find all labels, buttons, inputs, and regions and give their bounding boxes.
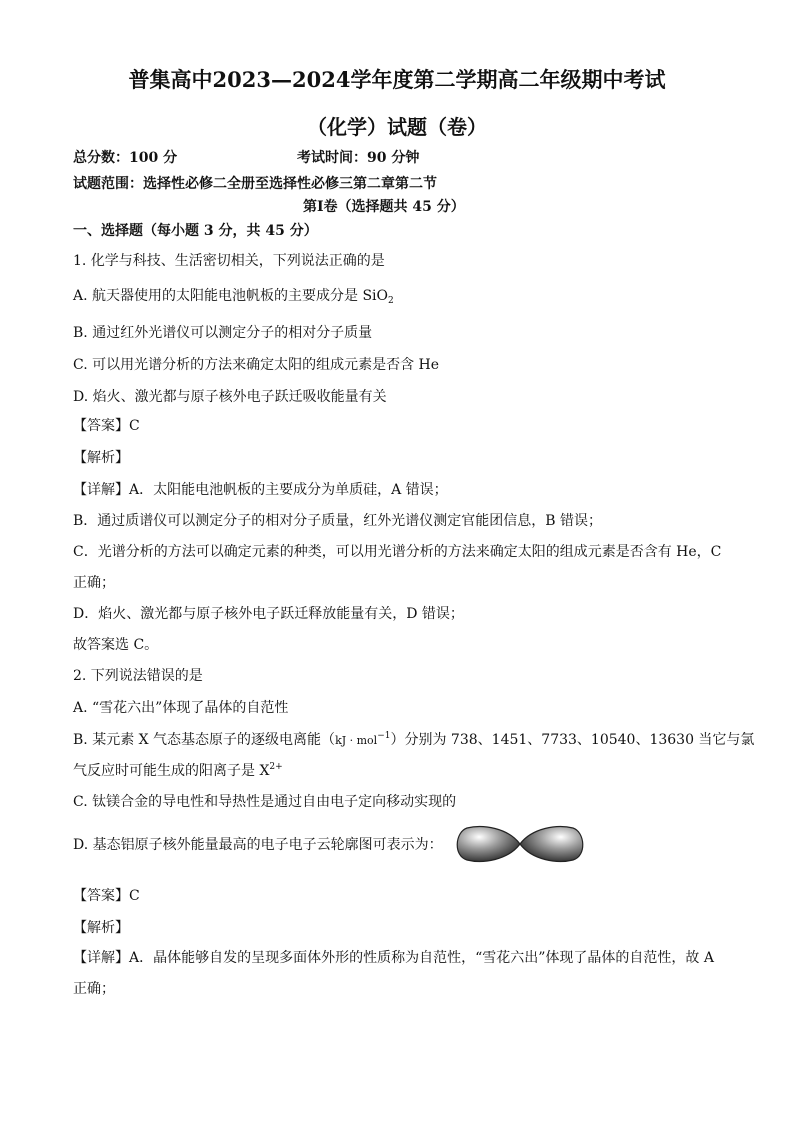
q1-detail-a: 【详解】A．太阳能电池帆板的主要成分为单质硅，A 错误；: [73, 482, 448, 498]
exam-title: 普集高中2023—2024学年度第二学期高二年级期中考试: [128, 67, 666, 92]
formula-sio2: SiO$_2$: [362, 288, 394, 306]
q2-option-d-text: D. 基态铝原子核外能量最高的电子电子云轮廓图可表示为：: [73, 837, 443, 853]
q2-option-c: C. 钛镁合金的导电性和导热性是通过自由电子定向移动实现的: [73, 794, 457, 810]
q2-option-a: A. “雪花六出”体现了晶体的自范性: [73, 700, 289, 716]
q2-answer: 【答案】C: [73, 888, 140, 904]
q2-option-b-line1: B. 某元素 X 气态基态原子的逐级电离能（kJ · mol$^{-1}$）分别为 738、1451、7733、10540、13630 当它与氯: [73, 731, 755, 748]
exam-time: 考试时间：90 分钟: [297, 150, 420, 166]
q1-analysis-label: 【解析】: [73, 450, 129, 466]
q2-detail-a-line1: 【详解】A．晶体能够自发的呈现多面体外形的性质称为自范性，“雪花六出”体现了晶体的自范性，故 A: [73, 950, 714, 966]
q1-option-a: [73, 285, 394, 306]
q2-detail-a-line2: 正确；: [73, 981, 115, 997]
q1-option-b: B. 通过红外光谱仪可以测定分子的相对分子质量: [73, 325, 373, 341]
q2-option-d: [73, 822, 587, 866]
q1-option-a-text: A. 航天器使用的太阳能电池帆板的主要成分是: [73, 288, 363, 304]
q1-option-c: C. 可以用光谱分析的方法来确定太阳的组成元素是否含 He: [73, 357, 440, 373]
unit-kj-per-mol: kJ · mol$^{-1}$: [335, 731, 391, 747]
exam-scope: 试题范围：选择性必修二全册至选择性必修三第二章第二节: [73, 176, 437, 192]
q1-answer: 【答案】C: [73, 418, 140, 434]
section-heading: 一、选择题（每小题 3 分，共 45 分）: [73, 223, 318, 239]
ion-x2plus: $X^{2+}$: [259, 762, 283, 779]
q2-stem: 2. 下列说法错误的是: [73, 668, 203, 684]
total-score: 总分数：100 分: [73, 150, 178, 166]
q1-conclusion: 故答案选 C。: [73, 637, 159, 653]
q1-option-d: D. 焰火、激光都与原子核外电子跃迁吸收能量有关: [73, 389, 387, 405]
p-orbital-dumbbell-icon: [453, 822, 587, 866]
q1-detail-c-line1: C．光谱分析的方法可以确定元素的种类，可以用光谱分析的方法来确定太阳的组成元素是否含有 He，C: [73, 544, 722, 560]
volume-heading: 第Ⅰ卷（选择题共 45 分）: [303, 199, 465, 215]
q1-stem: 1. 化学与科技、生活密切相关，下列说法正确的是: [73, 253, 385, 269]
q1-detail-b: B．通过质谱仪可以测定分子的相对分子质量，红外光谱仪测定官能团信息，B 错误；: [73, 513, 603, 529]
exam-subtitle: （化学）试题（卷）: [307, 115, 487, 139]
q1-detail-d: D．焰火、激光都与原子核外电子跃迁释放能量有关，D 错误；: [73, 606, 464, 622]
q2-option-b-line2: 气反应时可能生成的阳离子是 $X^{2+}$: [73, 762, 283, 779]
q2-analysis-label: 【解析】: [73, 920, 129, 936]
q1-detail-c-line2: 正确；: [73, 575, 115, 591]
